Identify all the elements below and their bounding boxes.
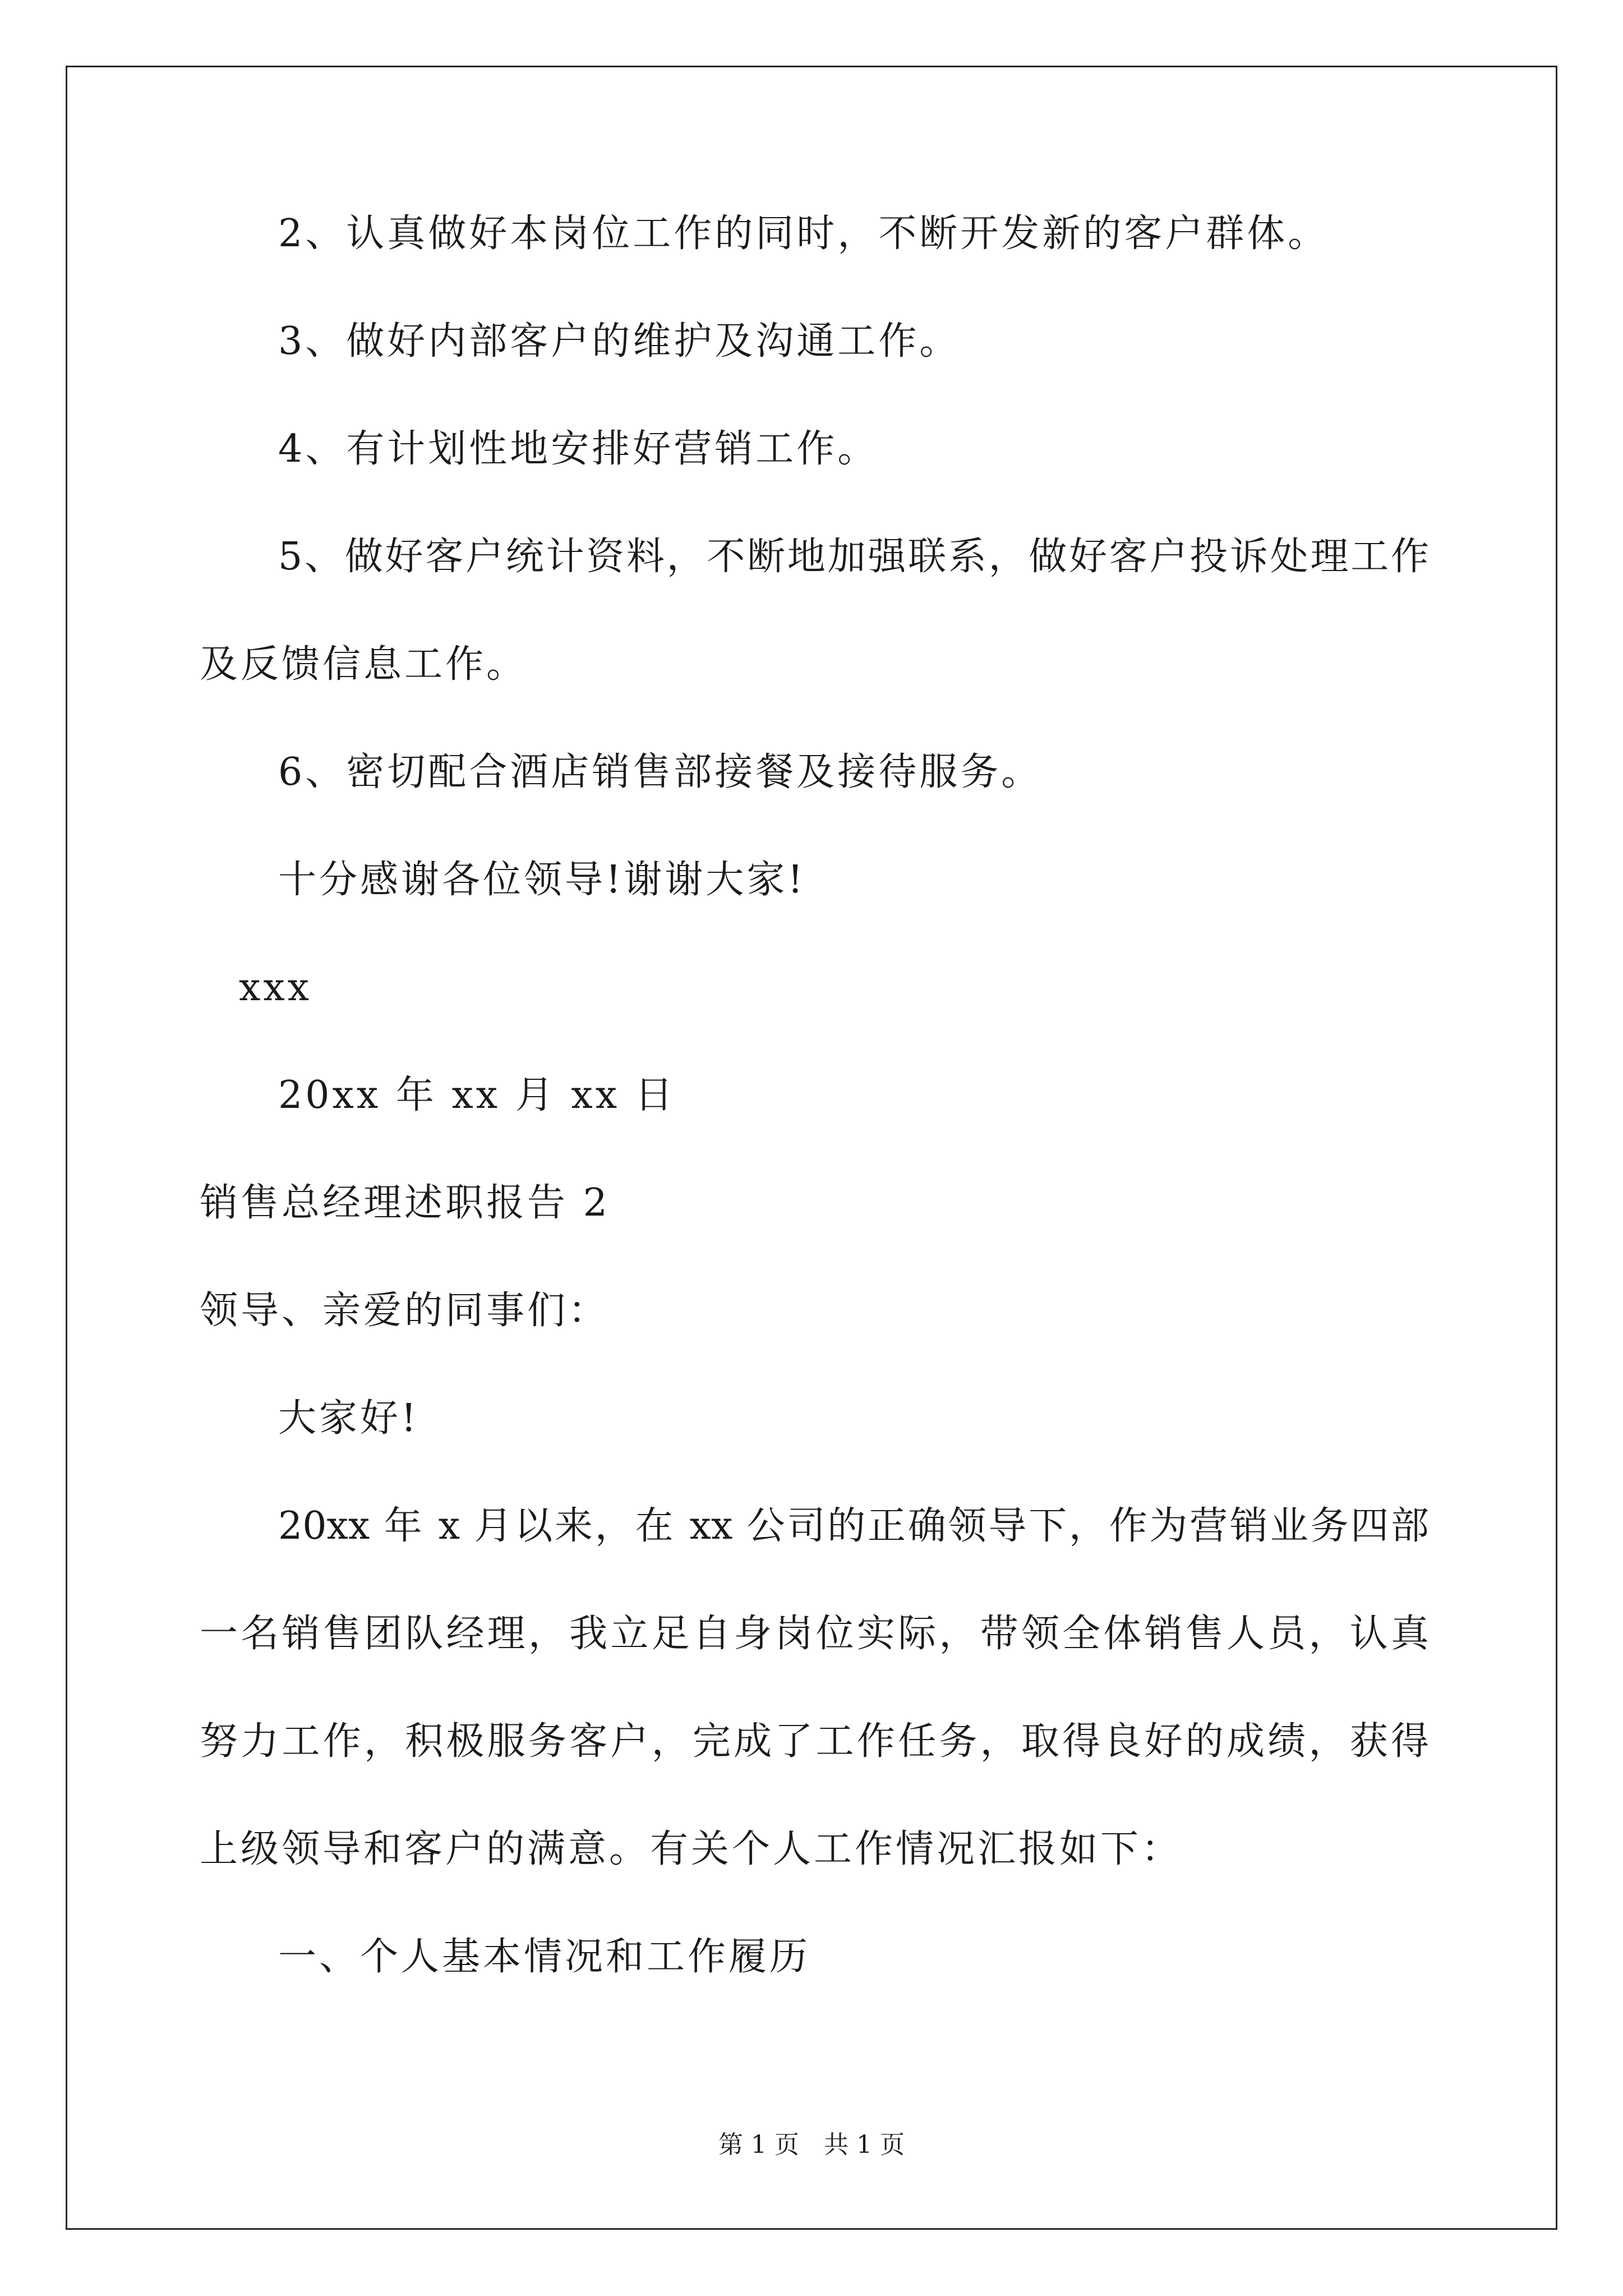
signature-name: xxx [239,965,312,1010]
paragraph: 6、密切配合酒店销售部接餐及接待服务。 [278,750,1043,794]
paragraph-continuation: 上级领导和客户的满意。有关个人工作情况汇报如下： [200,1827,1183,1871]
page-footer: 第 1 页 共 1 页 [718,2131,905,2159]
paragraph: 5、做好客户统计资料，不断地加强联系，做好客户投诉处理工作 [278,535,1429,579]
paragraph: 4、有计划性地安排好营销工作。 [278,427,879,471]
greeting: 大家好! [278,1396,419,1441]
paragraph-continuation: 及反馈信息工作。 [200,642,528,687]
paragraph-continuation: 一名销售团队经理，我立足自身岗位实际，带领全体销售人员，认真 [200,1612,1429,1656]
paragraph: 2、认真做好本岗位工作的同时，不断开发新的客户群体。 [278,211,1329,256]
paragraph: 3、做好内部客户的维护及沟通工作。 [278,319,961,364]
page-border [66,66,1557,2230]
salutation: 领导、亲爱的同事们： [200,1289,610,1333]
section-heading: 一、个人基本情况和工作履历 [278,1935,811,1979]
signature-date: 20xx 年 xx 月 xx 日 [278,1073,676,1117]
paragraph: 20xx 年 x 月以来，在 xx 公司的正确领导下，作为营销业务四部 [278,1504,1429,1548]
closing-thanks: 十分感谢各位领导!谢谢大家! [278,858,806,902]
section-title: 销售总经理述职报告 2 [200,1181,610,1225]
paragraph-continuation: 努力工作，积极服务客户，完成了工作任务，取得良好的成绩，获得 [200,1719,1429,1764]
